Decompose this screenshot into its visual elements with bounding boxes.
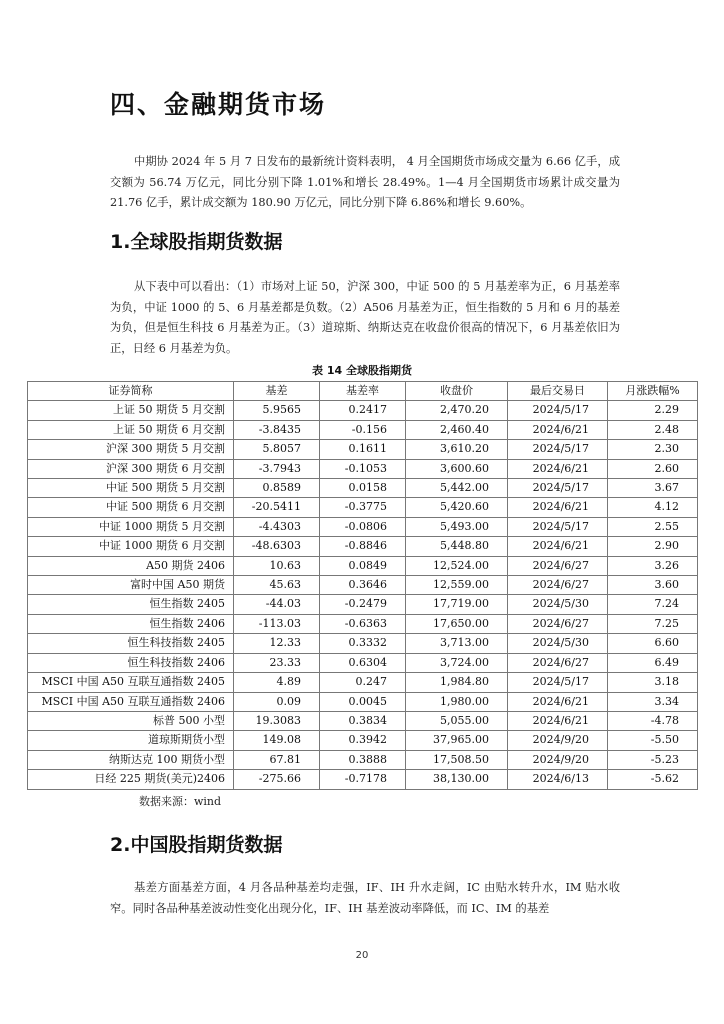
- section-title: 四、金融期货市场: [110, 90, 327, 119]
- table-cell: 3,610.20: [406, 440, 508, 459]
- table-cell: -0.1053: [320, 459, 406, 478]
- column-header: 月涨跌幅%: [608, 382, 698, 401]
- table-cell: 5,420.60: [406, 498, 508, 517]
- table-row: [28, 653, 698, 672]
- intro-paragraph: 中期协 2024 年 5 月 7 日发布的最新统计资料表明， 4 月全国期货市场成交量为 6.66 亿手，成交额为 56.74 万亿元，同比分别下降 1.01%和增长 28.49%。1—4 月全国期货市场累计成交量为 21.76 亿手，累计成交额为 180.90 万亿元，同比分别下降 6.86%和增长 9.60%。: [110, 155, 620, 209]
- table-cell: 2024/5/17: [508, 479, 608, 498]
- table-row: [28, 576, 698, 595]
- table-cell: 0.1611: [320, 440, 406, 459]
- table-cell: 2024/5/17: [508, 440, 608, 459]
- table-cell: 149.08: [234, 731, 320, 750]
- table-cell: -275.66: [234, 770, 320, 789]
- table-cell: 2024/6/27: [508, 556, 608, 575]
- table-cell: 2024/6/21: [508, 420, 608, 439]
- table-cell: 3.67: [608, 479, 698, 498]
- table-cell: 10.63: [234, 556, 320, 575]
- table-row: [28, 517, 698, 536]
- table-cell: -3.8435: [234, 420, 320, 439]
- table-cell: 37,965.00: [406, 731, 508, 750]
- table-cell: 恒生科技指数 2405: [28, 634, 234, 653]
- table-cell: 2024/9/20: [508, 750, 608, 769]
- table-cell: 17,719.00: [406, 595, 508, 614]
- table-cell: 38,130.00: [406, 770, 508, 789]
- table-cell: 2.30: [608, 440, 698, 459]
- table-cell: -3.7943: [234, 459, 320, 478]
- table-cell: 17,650.00: [406, 614, 508, 633]
- table-caption: 表 14 全球股指期货: [312, 364, 412, 377]
- table-cell: 3,713.00: [406, 634, 508, 653]
- table-cell: 12.33: [234, 634, 320, 653]
- table-cell: -5.23: [608, 750, 698, 769]
- table-row: [28, 634, 698, 653]
- table-cell: -0.0806: [320, 517, 406, 536]
- table-cell: -0.2479: [320, 595, 406, 614]
- column-header: 最后交易日: [508, 382, 608, 401]
- table-row: [28, 479, 698, 498]
- table-row: [28, 595, 698, 614]
- table-cell: 7.24: [608, 595, 698, 614]
- table-cell: 标普 500 小型: [28, 711, 234, 730]
- table-cell: 中证 500 期货 5 月交割: [28, 479, 234, 498]
- table-row: [28, 731, 698, 750]
- table-row: [28, 556, 698, 575]
- table-cell: 0.2417: [320, 401, 406, 420]
- table-cell: 2.55: [608, 517, 698, 536]
- table-cell: 2.48: [608, 420, 698, 439]
- table-cell: 5.9565: [234, 401, 320, 420]
- column-header: 证券简称: [28, 382, 234, 401]
- table-row: [28, 673, 698, 692]
- table-cell: 恒生指数 2405: [28, 595, 234, 614]
- table-row: [28, 770, 698, 789]
- table-cell: 纳斯达克 100 期货小型: [28, 750, 234, 769]
- table-cell: 23.33: [234, 653, 320, 672]
- subsection-title-china-index-futures: 2.中国股指期货数据: [110, 834, 283, 856]
- table-row: [28, 614, 698, 633]
- table-cell: -4.78: [608, 711, 698, 730]
- table-cell: 1,984.80: [406, 673, 508, 692]
- table-cell: 6.60: [608, 634, 698, 653]
- table-cell: 3,724.00: [406, 653, 508, 672]
- table-cell: -5.62: [608, 770, 698, 789]
- table-cell: 2024/6/27: [508, 653, 608, 672]
- column-header: 基差: [234, 382, 320, 401]
- table-cell: 中证 500 期货 6 月交割: [28, 498, 234, 517]
- table-cell: 2024/5/17: [508, 517, 608, 536]
- table-cell: 2024/6/21: [508, 498, 608, 517]
- table-row: [28, 750, 698, 769]
- table-cell: 2.29: [608, 401, 698, 420]
- table-cell: -44.03: [234, 595, 320, 614]
- table-cell: 2024/9/20: [508, 731, 608, 750]
- table-cell: 沪深 300 期货 5 月交割: [28, 440, 234, 459]
- table-cell: -0.8846: [320, 537, 406, 556]
- table-cell: 2024/6/21: [508, 459, 608, 478]
- table-cell: 0.8589: [234, 479, 320, 498]
- table-cell: 0.3332: [320, 634, 406, 653]
- table-cell: 沪深 300 期货 6 月交割: [28, 459, 234, 478]
- table-cell: 日经 225 期货(美元)2406: [28, 770, 234, 789]
- table-cell: 上证 50 期货 5 月交割: [28, 401, 234, 420]
- table-cell: 3,600.60: [406, 459, 508, 478]
- table-cell: 2024/5/17: [508, 673, 608, 692]
- table-cell: -0.156: [320, 420, 406, 439]
- table-cell: 45.63: [234, 576, 320, 595]
- table-cell: 0.3888: [320, 750, 406, 769]
- table-cell: 3.26: [608, 556, 698, 575]
- table-cell: 中证 1000 期货 5 月交割: [28, 517, 234, 536]
- table-cell: A50 期货 2406: [28, 556, 234, 575]
- table-cell: 4.89: [234, 673, 320, 692]
- table-cell: 0.0158: [320, 479, 406, 498]
- table-cell: -48.6303: [234, 537, 320, 556]
- table-row: [28, 537, 698, 556]
- table-row: [28, 711, 698, 730]
- table-cell: -113.03: [234, 614, 320, 633]
- table-cell: 2024/6/27: [508, 614, 608, 633]
- subsection-title-global-index-futures: 1.全球股指期货数据: [110, 231, 283, 253]
- china-futures-paragraph: 基差方面基差方面，4 月各品种基差均走强，IF、IH 升水走阔，IC 由贴水转升水，IM 贴水收窄。同时各品种基差波动性变化出现分化，IF、IH 基差波动率降低，而 IC、IM 的基差: [110, 881, 620, 915]
- table-row: [28, 498, 698, 517]
- table-cell: MSCI 中国 A50 互联互通指数 2405: [28, 673, 234, 692]
- table-row: [28, 459, 698, 478]
- table-cell: 5.8057: [234, 440, 320, 459]
- table-cell: 3.18: [608, 673, 698, 692]
- table-cell: 6.49: [608, 653, 698, 672]
- table-cell: 上证 50 期货 6 月交割: [28, 420, 234, 439]
- table-cell: 0.0045: [320, 692, 406, 711]
- table-body: [28, 401, 698, 789]
- table-cell: 0.09: [234, 692, 320, 711]
- table-cell: 5,055.00: [406, 711, 508, 730]
- source-note: 数据来源：wind: [139, 795, 222, 808]
- table-cell: MSCI 中国 A50 互联互通指数 2406: [28, 692, 234, 711]
- table-cell: 0.3942: [320, 731, 406, 750]
- table-cell: 0.6304: [320, 653, 406, 672]
- table-cell: -0.6363: [320, 614, 406, 633]
- table-cell: 0.0849: [320, 556, 406, 575]
- table-row: [28, 440, 698, 459]
- table-cell: 19.3083: [234, 711, 320, 730]
- table-cell: 2,470.20: [406, 401, 508, 420]
- table-cell: -5.50: [608, 731, 698, 750]
- table-row: [28, 420, 698, 439]
- page-number: 20: [355, 950, 369, 961]
- table-cell: 恒生指数 2406: [28, 614, 234, 633]
- column-header: 收盘价: [406, 382, 508, 401]
- table-header-row: [28, 382, 698, 401]
- table-cell: 3.34: [608, 692, 698, 711]
- table-cell: 富时中国 A50 期货: [28, 576, 234, 595]
- table-cell: 12,559.00: [406, 576, 508, 595]
- table-cell: 0.3646: [320, 576, 406, 595]
- table-cell: 1,980.00: [406, 692, 508, 711]
- table-cell: 2024/6/21: [508, 711, 608, 730]
- table-cell: 7.25: [608, 614, 698, 633]
- table-cell: 2024/5/30: [508, 595, 608, 614]
- table-cell: 12,524.00: [406, 556, 508, 575]
- table-cell: 4.12: [608, 498, 698, 517]
- table-cell: -0.3775: [320, 498, 406, 517]
- table-row: [28, 692, 698, 711]
- table-cell: 5,448.80: [406, 537, 508, 556]
- table-cell: 67.81: [234, 750, 320, 769]
- table-cell: 2.60: [608, 459, 698, 478]
- table-cell: 2024/6/21: [508, 692, 608, 711]
- table-cell: -4.4303: [234, 517, 320, 536]
- global-futures-paragraph: 从下表中可以看出：（1）市场对上证 50，沪深 300，中证 500 的 5 月基差率为正，6 月基差率为负，中证 1000 的 5、6 月基差都是负数。（2）A506 月基差为正，恒生指数的 5 月和 6 月的基差为负，但是恒生科技 6 月基差为正。（3）道琼斯、纳斯达克在收盘价很高的情况下，6 月基差依旧为正，日经 6 月基差为负。: [110, 280, 620, 355]
- table-cell: 0.3834: [320, 711, 406, 730]
- table-cell: 5,442.00: [406, 479, 508, 498]
- table-cell: 2024/6/13: [508, 770, 608, 789]
- table-cell: 中证 1000 期货 6 月交割: [28, 537, 234, 556]
- table-cell: 5,493.00: [406, 517, 508, 536]
- table-cell: 2024/5/17: [508, 401, 608, 420]
- table-cell: 2024/6/21: [508, 537, 608, 556]
- table-cell: 道琼斯期货小型: [28, 731, 234, 750]
- column-header: 基差率: [320, 382, 406, 401]
- table-cell: 恒生科技指数 2406: [28, 653, 234, 672]
- table-cell: 3.60: [608, 576, 698, 595]
- table-cell: -20.5411: [234, 498, 320, 517]
- table-cell: 2024/6/27: [508, 576, 608, 595]
- table-cell: -0.7178: [320, 770, 406, 789]
- table-row: [28, 401, 698, 420]
- table-cell: 0.247: [320, 673, 406, 692]
- table-cell: 2024/5/30: [508, 634, 608, 653]
- table-cell: 2.90: [608, 537, 698, 556]
- table-cell: 2,460.40: [406, 420, 508, 439]
- global-index-futures-table: [27, 381, 698, 790]
- table-cell: 17,508.50: [406, 750, 508, 769]
